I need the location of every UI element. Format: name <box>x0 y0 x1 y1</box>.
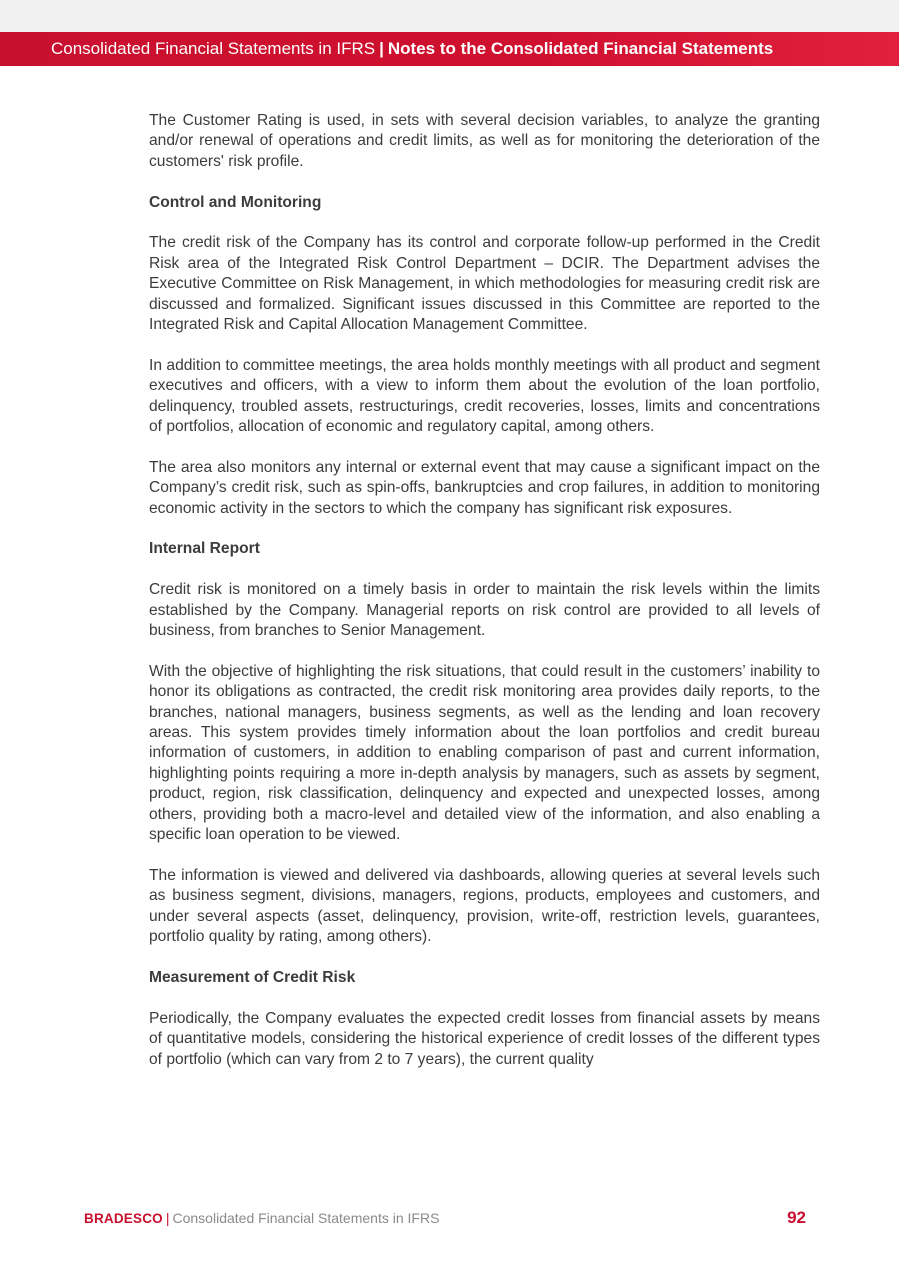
paragraph-credit-risk-control: The credit risk of the Company has its control and corporate follow-up performed in the Credit Risk area of the Integrated Risk Control Department – DCIR. The Department advises the Executive Committee on Risk Management, in which methodologies for measuring credit risk are discussed and formalized. Significant issues discussed in this Committee are reported to the Integrated Risk and Capital Allocation Management Committee. <box>149 234 820 334</box>
header-document-title: Consolidated Financial Statements in IFRS <box>51 39 376 58</box>
page-footer <box>84 1207 806 1229</box>
paragraph-expected-losses: Periodically, the Company evaluates the expected credit losses from financial assets by means of quantitative models, considering the historical experience of credit losses of the different types of portfolio (which can vary from 2 to 7 years), the current quality <box>149 1009 820 1068</box>
page-number: 92 <box>787 1208 806 1227</box>
paragraph-timely-monitoring: Credit risk is monitored on a timely basis in order to maintain the risk levels within the limits established by the Company. Managerial reports on risk control are provided to all levels of business, from branches to Senior Management. <box>149 581 820 640</box>
footer-document-title: Consolidated Financial Statements in IFRS <box>172 1210 440 1226</box>
document-body <box>149 111 820 1090</box>
top-margin-strip <box>0 0 899 32</box>
footer-brand-logo-text: BRADESCO <box>84 1211 163 1226</box>
footer-separator: | <box>165 1210 170 1226</box>
paragraph-customer-rating: The Customer Rating is used, in sets with several decision variables, to analyze the granting and/or renewal of operations and credit limits, as well as for monitoring the deterioration of the customers' risk profile. <box>149 112 820 170</box>
heading-measurement-credit-risk: Measurement of Credit Risk <box>149 968 356 986</box>
paragraph-event-monitoring: The area also monitors any internal or external event that may cause a significant impact on the Company’s credit risk, such as spin-offs, bankruptcies and crop failures, in addition to monitoring economic activity in the sectors to which the company has significant risk exposures. <box>149 458 820 517</box>
paragraph-risk-situations: With the objective of highlighting the risk situations, that could result in the customers’ inability to honor its obligations as contracted, the credit risk monitoring area provides daily reports, to the branches, national managers, business segments, as well as the lending and loan recovery areas. This system provides timely information about the loan portfolios and credit bureau information of customers, in addition to enabling comparison of past and current information, highlighting points requiring a more in-depth analysis by managers, such as assets by segment, product, region, risk classification, delinquency and expected and unexpected losses, among others, providing both a macro-level and detailed view of the information, and also enabling a specific loan operation to be viewed. <box>149 662 820 844</box>
heading-control-monitoring: Control and Monitoring <box>149 193 322 211</box>
header-section-title: Notes to the Consolidated Financial Statements <box>387 39 774 58</box>
paragraph-committee-meetings: In addition to committee meetings, the area holds monthly meetings with all product and segment executives and officers, with a view to inform them about the evolution of the loan portfolio, delinquency, troubled assets, restructurings, credit recoveries, losses, limits and concentrations of portfolios, allocation of economic and regulatory capital, among others. <box>149 356 820 436</box>
page-header-banner <box>0 32 899 66</box>
paragraph-dashboards: The information is viewed and delivered via dashboards, allowing queries at several levels such as business segment, divisions, managers, regions, products, employees and customers, and under several aspects (asset, delinquency, provision, write-off, restriction levels, guarantees, portfolio quality by rating, among others). <box>149 866 820 946</box>
heading-internal-report: Internal Report <box>149 540 260 558</box>
header-separator: | <box>379 39 384 58</box>
